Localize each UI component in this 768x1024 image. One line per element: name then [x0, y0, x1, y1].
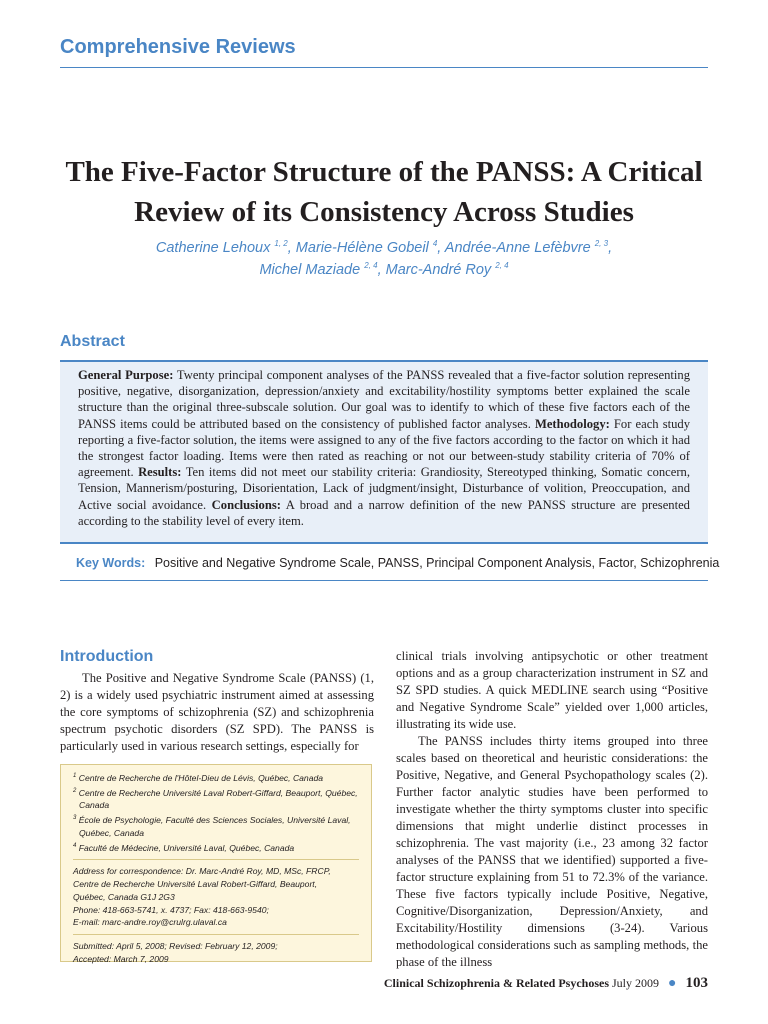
- keywords: [76, 556, 720, 570]
- dates-line: Submitted: April 5, 2008; Revised: February 12, 2009;: [73, 941, 278, 952]
- email-line[interactable]: E-mail: marc-andre.roy@crulrg.ulaval.ca: [73, 917, 227, 928]
- page-footer: [384, 975, 708, 992]
- left-column: [60, 670, 374, 755]
- section-label: Comprehensive Reviews: [60, 36, 296, 58]
- correspondence-line: Québec, Canada G1J 2G3: [73, 891, 175, 902]
- author: Marie-Hélène Gobeil $^4$,: [295, 239, 445, 256]
- affiliation: $^2$ Centre de Recherche Université Laval Robert-Giffard, Beauport, Québec, Canada: [73, 787, 358, 811]
- intro-paragraph: clinical trials involving antipsychotic or other treatment options and as a group characterization instrument in SZ and SZ SPD studies. A quick MEDLINE search using “Positive and Negative Syndrome Scale” yielded over 1,000 articles, illustrating its wide use.: [396, 649, 708, 731]
- abstract-box: [60, 360, 708, 544]
- keywords-text: Positive and Negative Syndrome Scale, PANSS, Principal Component Analysis, Factor, Schizophrenia: [154, 556, 720, 570]
- header-divider: [60, 67, 708, 68]
- page-number: 103: [685, 975, 708, 991]
- author: Catherine Lehoux $^{1, 2}$,: [155, 239, 296, 256]
- keywords-label: Key Words:: [76, 556, 146, 570]
- abstract-text: General Purpose: Twenty principal component analyses of the PANSS revealed that a five-factor solution representing positive, negative, disorganization, depression/anxiety and excitability/hostility symptoms better explained the scale structure than the original three-subscale solution. Our goal was to identify to which of these five factors each of the PANSS items could be attributed based on the consistency of published factor analyses. Methodology: For each study reporting a five-factor solution, the items were assigned to any of the five factors according to the factor on which it had the strongest factor loading. Items were then rated as reaching or not our between-study stability criteria of 70% of agreement. Results: Ten items did not meet our stability criteria: Grandiosity, Stereotyped thinking, Somatic concern, Tension, Mannerism/posturing, Disorientation, Lack of judgment/insight, Disturbance of volition, Preoccupation, and Active social avoidance. Conclusions: A broad and a narrow definition of the new PANSS structure are presented according to the stability level of every item.: [78, 368, 690, 528]
- affiliation-divider: [73, 859, 359, 860]
- title-line-2: Review of its Consistency Across Studies: [134, 196, 634, 228]
- right-column: [396, 648, 708, 971]
- dates-line: Accepted: March 7, 2009: [73, 954, 169, 964]
- author-list: [30, 235, 738, 279]
- introduction-heading: Introduction: [60, 648, 154, 665]
- intro-paragraph: The PANSS includes thirty items grouped into three scales based on theoretical and heuristic considerations: the Positive, Negative, and General Psychopathology scales (2). Further factor analytic studies have been performed to investigate whether the thirty symptoms cluster into specific dimensions that might underlie distinct processes in schizophrenia. The vast majority (i.e., 23 among 32 factor analyses of the PANSS that we identified) supported a five-factor structure explaining from 51 to 72.3% of the variance. These five factors typically include Positive, Negative, Cognitive/Disorganization, Depression/Anxiety, and Excitability/Hostility dimensions (3-24). Various methodological considerations such as sampling methods, the phase of the illness: [396, 734, 708, 969]
- keywords-divider: [60, 580, 708, 581]
- bullet-icon: ●: [668, 976, 677, 991]
- intro-paragraph: The Positive and Negative Syndrome Scale (PANSS) (1, 2) is a widely used psychiatric instrument aimed at assessing the core symptoms of schizophrenia (SZ) and schizophrenia spectrum psychotic disorders (SZ SPD). The PANSS is particularly used in various research settings, especially for: [60, 671, 374, 753]
- correspondence-line: Phone: 418-663-5741, x. 4737; Fax: 418-663-9540;: [73, 904, 269, 915]
- author: Andrée-Anne Lefèbvre $^{2, 3}$,: [444, 239, 613, 256]
- article-title: [30, 152, 738, 232]
- affiliations-box: [60, 764, 372, 962]
- abstract-heading: Abstract: [60, 333, 125, 350]
- title-line-1: The Five-Factor Structure of the PANSS: A Critical: [65, 156, 703, 188]
- correspondence-line: Centre de Recherche Université Laval Robert-Giffard, Beauport,: [73, 879, 318, 890]
- correspondence-line: Address for correspondence: Dr. Marc-André Roy, MD, MSc, FRCP,: [73, 866, 331, 877]
- affiliation: $^4$ Faculté de Médecine, Université Laval, Québec, Canada: [73, 842, 295, 853]
- affiliation-divider: [73, 934, 359, 935]
- journal-name: Clinical Schizophrenia & Related Psychoses: [383, 976, 610, 990]
- affiliation: $^3$ École de Psychologie, Faculté des Sciences Sociales, Université Laval, Québec, Canada: [73, 814, 351, 838]
- author: Marc-André Roy $^{2, 4}$: [385, 260, 509, 278]
- affiliation: $^1$ Centre de Recherche de l'Hôtel-Dieu de Lévis, Québec, Canada: [73, 772, 324, 783]
- issue-date: July 2009: [612, 976, 660, 990]
- author: Michel Maziade $^{2, 4}$,: [259, 260, 386, 278]
